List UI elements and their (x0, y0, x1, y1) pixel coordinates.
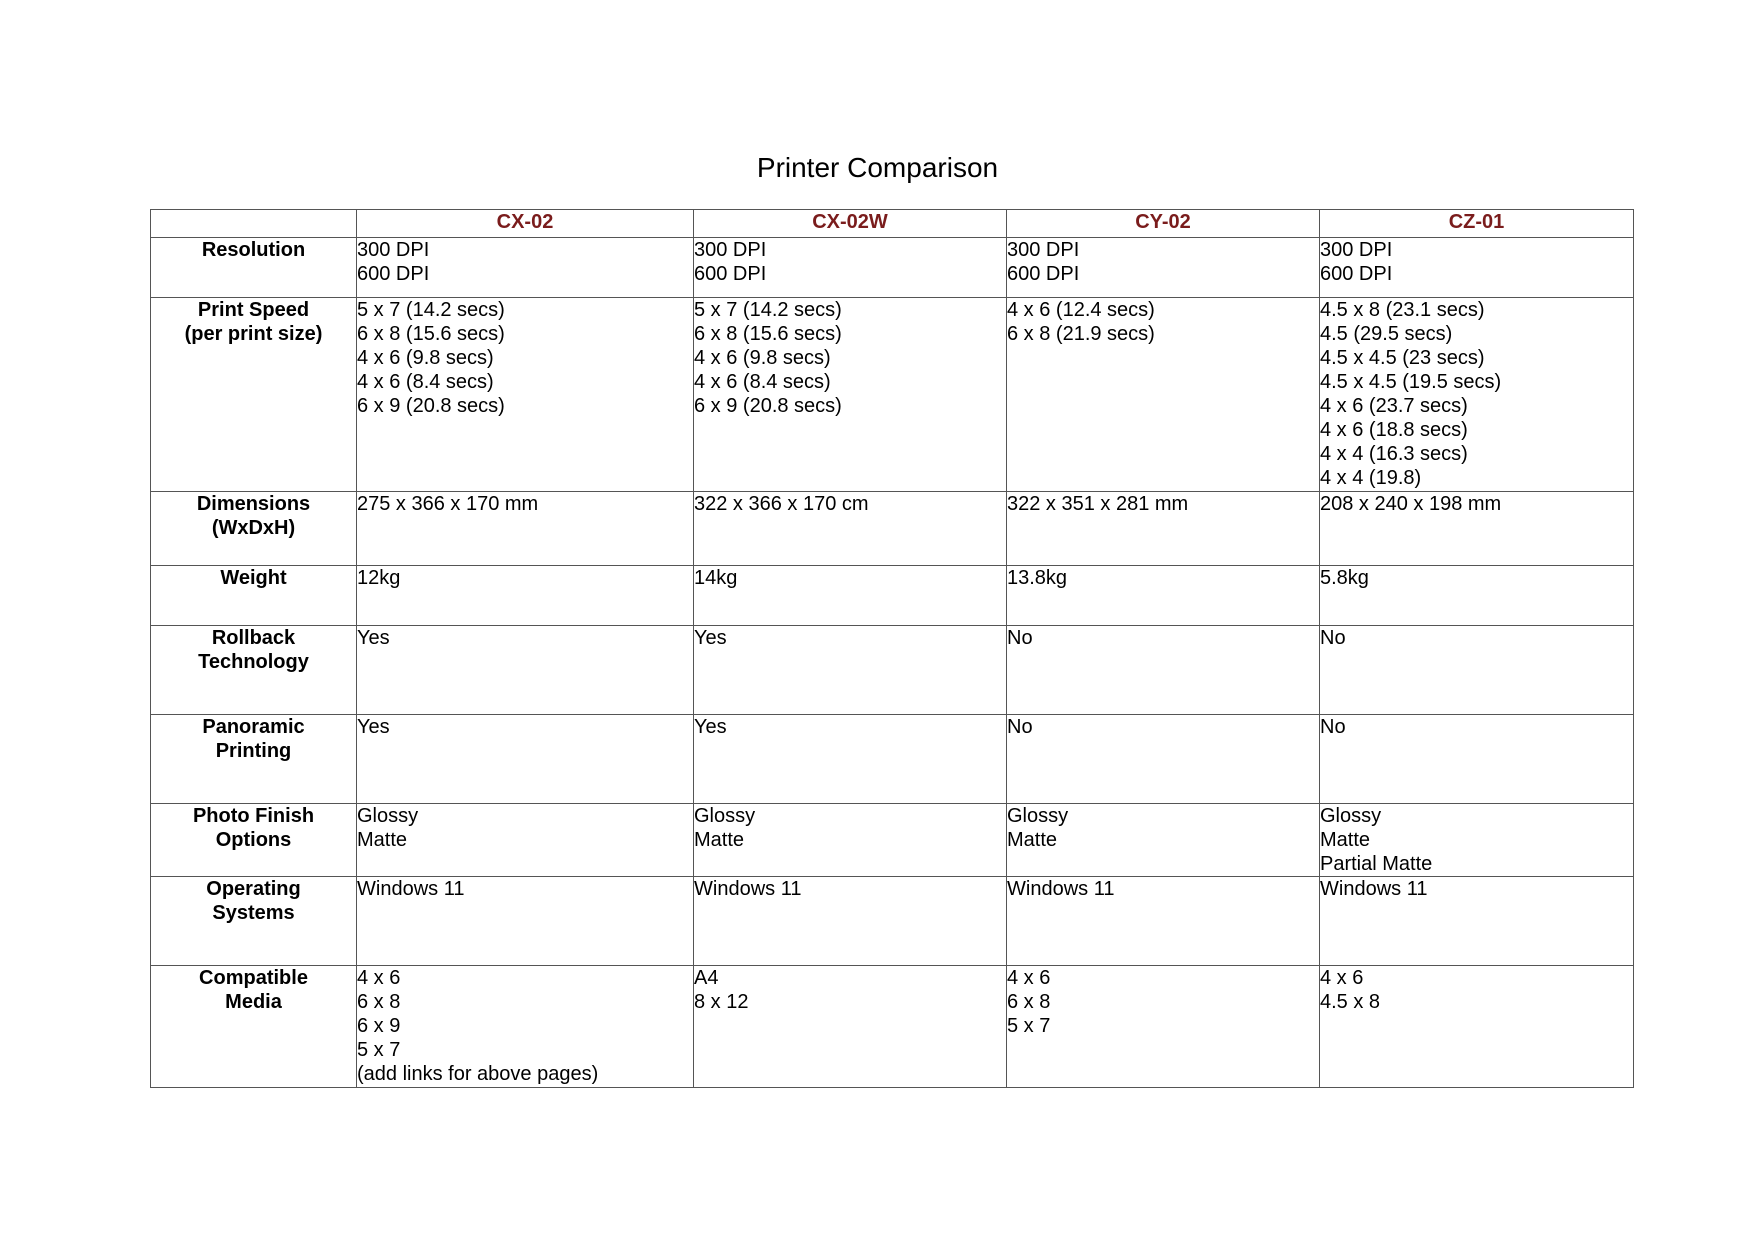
cell-compatible-media-cz-01 (1320, 966, 1634, 1088)
cell-line: 4 x 6 (357, 967, 401, 989)
cell-line: 600 DPI (694, 263, 767, 285)
row-header-line: Rollback (211, 627, 296, 649)
cell-line: 4 x 6 (1320, 967, 1364, 989)
cell-resolution-cx-02w (694, 238, 1007, 298)
cell-operating-systems-cz-01 (1320, 877, 1634, 966)
table-body (151, 238, 1634, 1088)
cell-line: 300 DPI (1007, 239, 1080, 261)
model-header-cx-02: CX-02 (357, 210, 694, 238)
table-row-print-speed (151, 298, 1634, 492)
cell-line: Partial Matte (1320, 853, 1433, 875)
cell-line: 4 x 6 (9.8 secs) (357, 347, 494, 369)
cell-line: 322 x 351 x 281 mm (1007, 493, 1189, 515)
row-header-operating-systems (151, 877, 357, 966)
cell-line: No (1007, 716, 1033, 738)
cell-line: Yes (357, 716, 390, 738)
cell-photo-finish-options-cx-02 (357, 804, 694, 877)
row-header-panoramic-printing (151, 715, 357, 804)
table-row-dimensions (151, 492, 1634, 566)
cell-line: Windows 11 (357, 878, 465, 900)
cell-line: Yes (694, 716, 727, 738)
cell-line: 300 DPI (1320, 239, 1393, 261)
cell-line: Glossy (357, 805, 419, 827)
cell-line: Glossy (1007, 805, 1069, 827)
cell-line: Matte (694, 829, 745, 851)
cell-line: 5 x 7 (357, 1039, 401, 1061)
row-header-print-speed (151, 298, 357, 492)
row-header-line: (WxDxH) (211, 517, 296, 539)
cell-rollback-technology-cx-02 (357, 626, 694, 715)
cell-line: 5.8kg (1320, 567, 1369, 589)
row-header-line: Operating (206, 878, 301, 900)
header-row (151, 210, 1634, 238)
cell-line: 300 DPI (694, 239, 767, 261)
row-header-line: Printing (215, 740, 292, 762)
cell-line: 6 x 9 (357, 1015, 401, 1037)
cell-line: 6 x 9 (20.8 secs) (694, 395, 842, 417)
cell-rollback-technology-cy-02 (1007, 626, 1320, 715)
cell-line: 6 x 8 (1007, 991, 1051, 1013)
row-header-line: Photo Finish (192, 805, 315, 827)
cell-line: 6 x 8 (21.9 secs) (1007, 323, 1155, 345)
row-header-line: (per print size) (184, 323, 323, 345)
cell-line: 6 x 8 (15.6 secs) (694, 323, 842, 345)
row-header-line: Weight (220, 567, 287, 589)
cell-weight-cx-02 (357, 566, 694, 626)
cell-line: 4.5 (29.5 secs) (1320, 323, 1453, 345)
page-title: Printer Comparison (756, 152, 999, 183)
cell-line: 14kg (694, 567, 738, 589)
cell-rollback-technology-cx-02w (694, 626, 1007, 715)
cell-line: Glossy (694, 805, 756, 827)
table-row-panoramic-printing (151, 715, 1634, 804)
model-header-cx-02w: CX-02W (694, 210, 1007, 238)
cell-line: No (1320, 627, 1346, 649)
row-header-line: Panoramic (202, 716, 305, 738)
cell-resolution-cy-02 (1007, 238, 1320, 298)
cell-resolution-cx-02 (357, 238, 694, 298)
comparison-table (150, 209, 1634, 1088)
cell-line: Matte (1320, 829, 1371, 851)
row-header-rollback-technology (151, 626, 357, 715)
cell-weight-cy-02 (1007, 566, 1320, 626)
cell-line: (add links for above pages) (357, 1063, 599, 1085)
cell-line: Matte (1007, 829, 1058, 851)
cell-line: 600 DPI (357, 263, 430, 285)
cell-panoramic-printing-cy-02 (1007, 715, 1320, 804)
cell-line: 5 x 7 (14.2 secs) (357, 299, 505, 321)
cell-weight-cx-02w (694, 566, 1007, 626)
cell-line: 4 x 6 (8.4 secs) (357, 371, 494, 393)
cell-operating-systems-cx-02 (357, 877, 694, 966)
cell-line: 4 x 4 (16.3 secs) (1320, 443, 1468, 465)
cell-line: 600 DPI (1007, 263, 1080, 285)
corner-cell (151, 210, 357, 238)
table-row-rollback-technology (151, 626, 1634, 715)
row-header-line: Dimensions (196, 493, 311, 515)
cell-compatible-media-cy-02 (1007, 966, 1320, 1088)
cell-resolution-cz-01 (1320, 238, 1634, 298)
row-header-line: Compatible (199, 967, 308, 989)
cell-operating-systems-cy-02 (1007, 877, 1320, 966)
cell-line: Windows 11 (1320, 878, 1428, 900)
row-header-photo-finish-options (151, 804, 357, 877)
cell-print-speed-cx-02w (694, 298, 1007, 492)
table-row-operating-systems (151, 877, 1634, 966)
cell-line: 4.5 x 8 (23.1 secs) (1320, 299, 1485, 321)
cell-line: Glossy (1320, 805, 1382, 827)
cell-line: 4 x 6 (1007, 967, 1051, 989)
cell-line: 208 x 240 x 198 mm (1320, 493, 1502, 515)
cell-dimensions-cy-02 (1007, 492, 1320, 566)
cell-line: 8 x 12 (694, 991, 749, 1013)
cell-line: A4 (694, 967, 719, 989)
cell-line: 12kg (357, 567, 401, 589)
row-header-line: Technology (198, 651, 309, 673)
row-header-weight (151, 566, 357, 626)
cell-dimensions-cx-02 (357, 492, 694, 566)
cell-line: Windows 11 (1007, 878, 1115, 900)
cell-print-speed-cy-02 (1007, 298, 1320, 492)
cell-compatible-media-cx-02 (357, 966, 694, 1088)
cell-line: No (1007, 627, 1033, 649)
cell-panoramic-printing-cx-02 (357, 715, 694, 804)
table-row-weight (151, 566, 1634, 626)
cell-weight-cz-01 (1320, 566, 1634, 626)
cell-line: Yes (694, 627, 727, 649)
cell-photo-finish-options-cy-02 (1007, 804, 1320, 877)
table-row-photo-finish-options (151, 804, 1634, 877)
cell-line: 4 x 4 (19.8) (1320, 467, 1422, 489)
cell-line: 6 x 8 (357, 991, 401, 1013)
cell-photo-finish-options-cz-01 (1320, 804, 1634, 877)
cell-print-speed-cx-02 (357, 298, 694, 492)
cell-line: 4.5 x 4.5 (19.5 secs) (1320, 371, 1502, 393)
table-row-compatible-media (151, 966, 1634, 1088)
cell-line: 600 DPI (1320, 263, 1393, 285)
cell-line: 300 DPI (357, 239, 430, 261)
model-header-cy-02: CY-02 (1007, 210, 1320, 238)
cell-dimensions-cx-02w (694, 492, 1007, 566)
cell-line: 4 x 6 (18.8 secs) (1320, 419, 1468, 441)
row-header-line: Systems (212, 902, 295, 924)
cell-line: No (1320, 716, 1346, 738)
cell-line: 275 x 366 x 170 mm (357, 493, 539, 515)
cell-line: 5 x 7 (1007, 1015, 1051, 1037)
cell-panoramic-printing-cx-02w (694, 715, 1007, 804)
cell-print-speed-cz-01 (1320, 298, 1634, 492)
cell-line: Windows 11 (694, 878, 802, 900)
cell-photo-finish-options-cx-02w (694, 804, 1007, 877)
cell-line: 4 x 6 (8.4 secs) (694, 371, 831, 393)
cell-line: 4 x 6 (12.4 secs) (1007, 299, 1155, 321)
cell-rollback-technology-cz-01 (1320, 626, 1634, 715)
cell-panoramic-printing-cz-01 (1320, 715, 1634, 804)
cell-line: 6 x 9 (20.8 secs) (357, 395, 505, 417)
model-header-cz-01: CZ-01 (1320, 210, 1634, 238)
cell-compatible-media-cx-02w (694, 966, 1007, 1088)
row-header-resolution (151, 238, 357, 298)
cell-operating-systems-cx-02w (694, 877, 1007, 966)
row-header-line: Options (215, 829, 292, 851)
row-header-line: Media (225, 991, 282, 1013)
row-header-line: Resolution (201, 239, 306, 261)
cell-line: Yes (357, 627, 390, 649)
cell-line: Matte (357, 829, 408, 851)
cell-dimensions-cz-01 (1320, 492, 1634, 566)
cell-line: 4 x 6 (9.8 secs) (694, 347, 831, 369)
cell-line: 4 x 6 (23.7 secs) (1320, 395, 1468, 417)
cell-line: 4.5 x 8 (1320, 991, 1381, 1013)
cell-line: 13.8kg (1007, 567, 1068, 589)
cell-line: 6 x 8 (15.6 secs) (357, 323, 505, 345)
cell-line: 322 x 366 x 170 cm (694, 493, 869, 515)
row-header-line: Print Speed (197, 299, 310, 321)
row-header-dimensions (151, 492, 357, 566)
cell-line: 5 x 7 (14.2 secs) (694, 299, 842, 321)
row-header-compatible-media (151, 966, 357, 1088)
table-row-resolution (151, 238, 1634, 298)
cell-line: 4.5 x 4.5 (23 secs) (1320, 347, 1485, 369)
